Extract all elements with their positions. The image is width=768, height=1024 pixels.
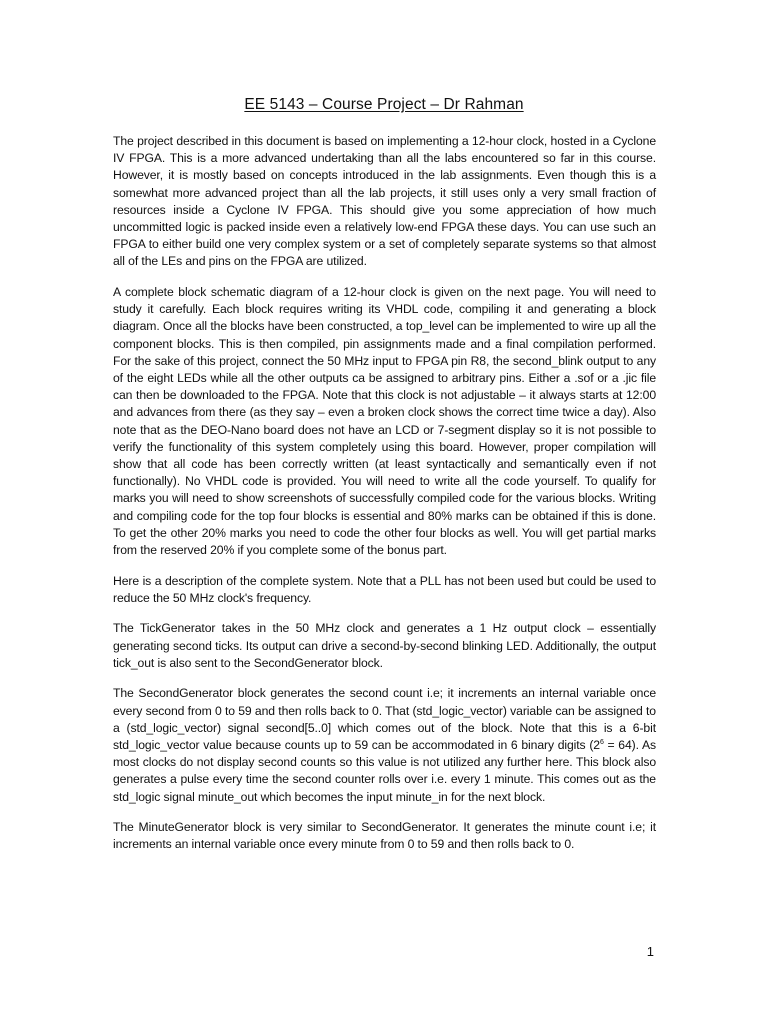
second-generator-text-part2: = 64). As most clocks do not display second counts so this value is not utilized any further here. This block also generates a pulse every time the second counter rolls over i.e. every 1 minute. This comes out as the std_logic signal minute_out which becomes the input minute_in for the next block. <box>113 738 656 804</box>
paragraph-second-generator <box>113 685 656 805</box>
page-number: 1 <box>646 944 654 959</box>
paragraph-system-description: Here is a description of the complete system. Note that a PLL has not been used but could be used to reduce the 50 MHz clock's frequency. <box>113 573 656 605</box>
document-title: EE 5143 – Course Project – Dr Rahman <box>244 96 524 113</box>
second-generator-text-part1: The SecondGenerator block generates the second count i.e; it increments an internal variable once every second from 0 to 59 and then rolls back to 0. That (std_logic_vector) variable can be assigned to a (std_logic_vector) signal second[5..0] which comes out of the block. Note that this is a 6-bit std_logic_vector value because counts up to 59 can be accommodated in 6 binary digits (2 <box>113 686 656 753</box>
document-body <box>113 133 656 867</box>
paragraph-intro: The project described in this document is based on implementing a 12-hour clock, hosted in a Cyclone IV FPGA. This is a more advanced undertaking than all the labs encountered so far in this course. However, it is mostly based on concepts introduced in the lab assignments. Even though this is a somewhat more advanced project than all the lab projects, it still uses only a very small fraction of resources inside a Cyclone IV FPGA. This should give you some appreciation of how much uncommitted logic is packed inside even a relatively low-end FPGA these days. You can use such an FPGA to either build one very complex system or a set of completely separate systems so that almost all of the LEs and pins on the FPGA are utilized. <box>113 134 656 269</box>
exponent-superscript: 6 <box>599 739 604 746</box>
paragraph-minute-generator: The MinuteGenerator block is very similar to SecondGenerator. It generates the minute count i.e; it increments an internal variable once every minute from 0 to 59 and then rolls back to 0. <box>113 820 656 852</box>
paragraph-block-schematic: A complete block schematic diagram of a 12-hour clock is given on the next page. You will need to study it carefully. Each block requires writing its VHDL code, compiling it and generating a block diagram. Once all the blocks have been constructed, a top_level can be implemented to wire up all the component blocks. This is then compiled, pin assignments made and a final compilation performed. For the sake of this project, connect the 50 MHz input to FPGA pin R8, the second_blink output to any of the eight LEDs while all the other outputs ca be assigned to arbitrary pins. Either a .sof or a .jic file can then be downloaded to the FPGA. Note that this clock is not adjustable – it always starts at 12:00 and advances from there (as they say – even a broken clock shows the correct time twice a day). Also note that as the DEO-Nano board does not have an LCD or 7-segment display so it is not possible to verify the functionality of this system completely using this board. However, proper compilation will show that all code has been correctly written (at least syntactically and semantically even if not functionally). No VHDL code is provided. You will need to write all the code yourself. To qualify for marks you will need to show screenshots of successfully compiled code for the various blocks. Writing and compiling code for the top four blocks is essential and 80% marks can be obtained if this is done. To get the other 20% marks you need to code the other four blocks as well. You will get partial marks from the reserved 20% if you complete some of the bonus part. <box>113 285 656 558</box>
paragraph-tick-generator: The TickGenerator takes in the 50 MHz clock and generates a 1 Hz output clock – essentially generating second ticks. Its output can drive a second-by-second blinking LED. Additionally, the output tick_out is also sent to the SecondGenerator block. <box>113 621 656 670</box>
